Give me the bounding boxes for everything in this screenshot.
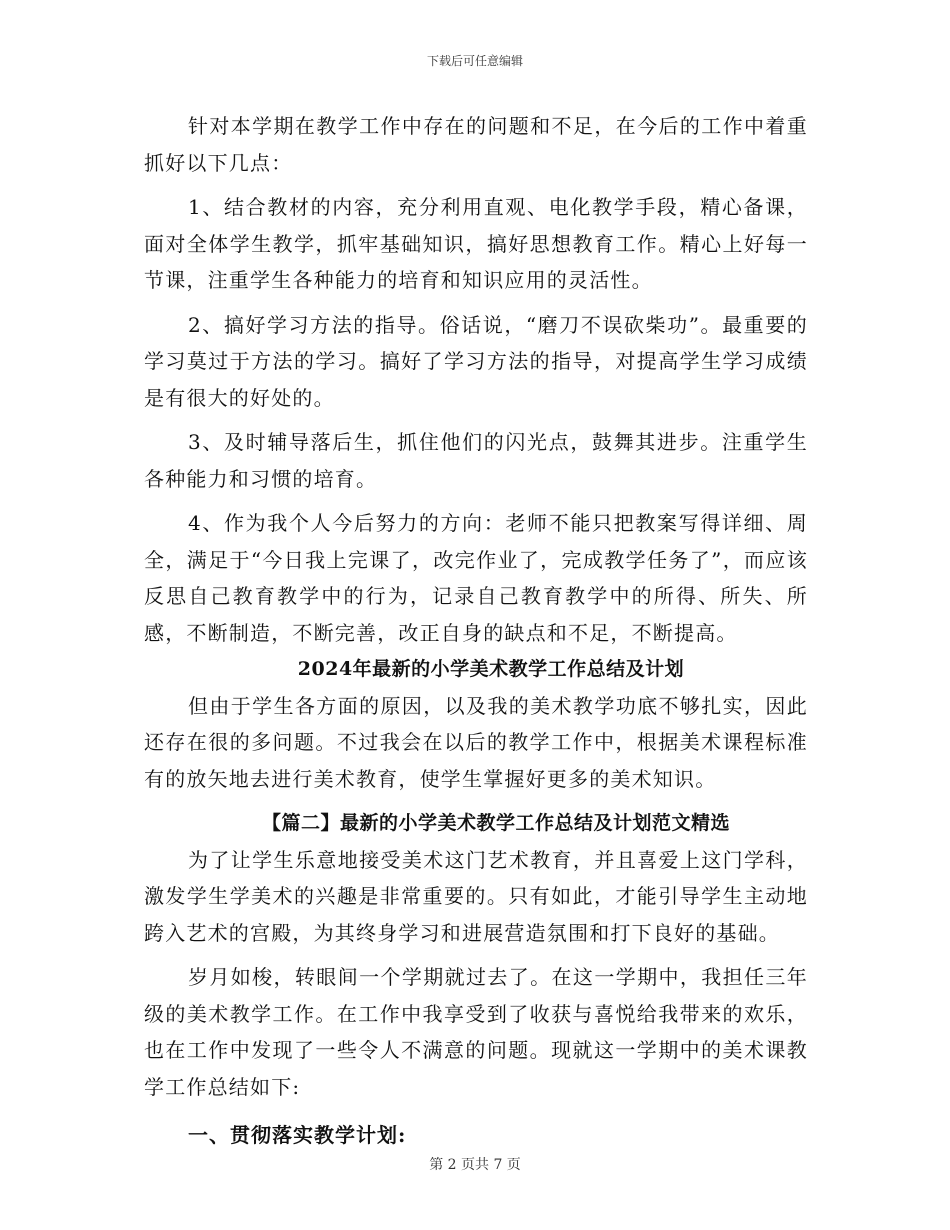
- paragraph-point-1: 1、结合教材的内容，充分利用直观、电化教学手段，精心备课，面对全体学生教学，抓牢基础知识，搞好思想教育工作。精心上好每一节课，注重学生各种能力的培育和知识应用的灵活性。: [144, 195, 808, 292]
- section-title-part-two: 【篇二】最新的小学美术教学工作总结及计划范文精选: [261, 812, 730, 834]
- document-body: [144, 108, 808, 1154]
- paragraph-point-4: 4、作为我个人今后努力的方向：老师不能只把教案写得详细、周全，满足于“今日我上完课了，改完作业了，完成教学任务了”，而应该反思自己教育教学中的行为，记录自己教育教学中的所得、所失、所感，不断制造，不断完善，改正自身的缺点和不足，不断提高。: [144, 511, 808, 645]
- paragraph-point-2: 2、搞好学习方法的指导。俗话说，“磨刀不误砍柴功”。最重要的学习莫过于方法的学习。搞好了学习方法的指导，对提高学生学习成绩是有很大的好处的。: [144, 312, 808, 410]
- paragraph-semester: 岁月如梭，转眼间一个学期就过去了。在这一学期中，我担任三年级的美术教学工作。在工作中我享受到了收获与喜悦给我带来的欢乐，也在工作中发现了一些令人不满意的问题。现就这一学期中的美术课教学工作总结如下:: [144, 965, 808, 1099]
- heading-implement-plan: 一、贯彻落实教学计划:: [188, 1123, 407, 1147]
- paragraph-point-3: 3、及时辅导落后生，抓住他们的闪光点，鼓舞其进步。注重学生各种能力和习惯的培育。: [144, 430, 808, 491]
- paragraph-intro: 针对本学期在教学工作中存在的问题和不足，在今后的工作中着重抓好以下几点：: [144, 114, 808, 175]
- page-footer: 第 2 页共 7 页: [429, 1157, 521, 1173]
- paragraph-interest: 为了让学生乐意地接受美术这门艺术教育，并且喜爱上这门学科，激发学生学美术的兴趣是非常重要的。只有如此，才能引导学生主动地跨入艺术的宫殿，为其终身学习和进展营造氛围和打下良好的基础。: [144, 847, 808, 945]
- page-header: 下载后可任意编辑: [426, 54, 523, 68]
- paragraph-summary: 但由于学生各方面的原因，以及我的美术教学功底不够扎实，因此还存在很的多问题。不过我会在以后的教学工作中，根据美术课程标准有的放矢地去进行美术教育，使学生掌握好更多的美术知识。: [144, 693, 808, 791]
- section-title-2024: 2024年最新的小学美术教学工作总结及计划: [297, 658, 685, 680]
